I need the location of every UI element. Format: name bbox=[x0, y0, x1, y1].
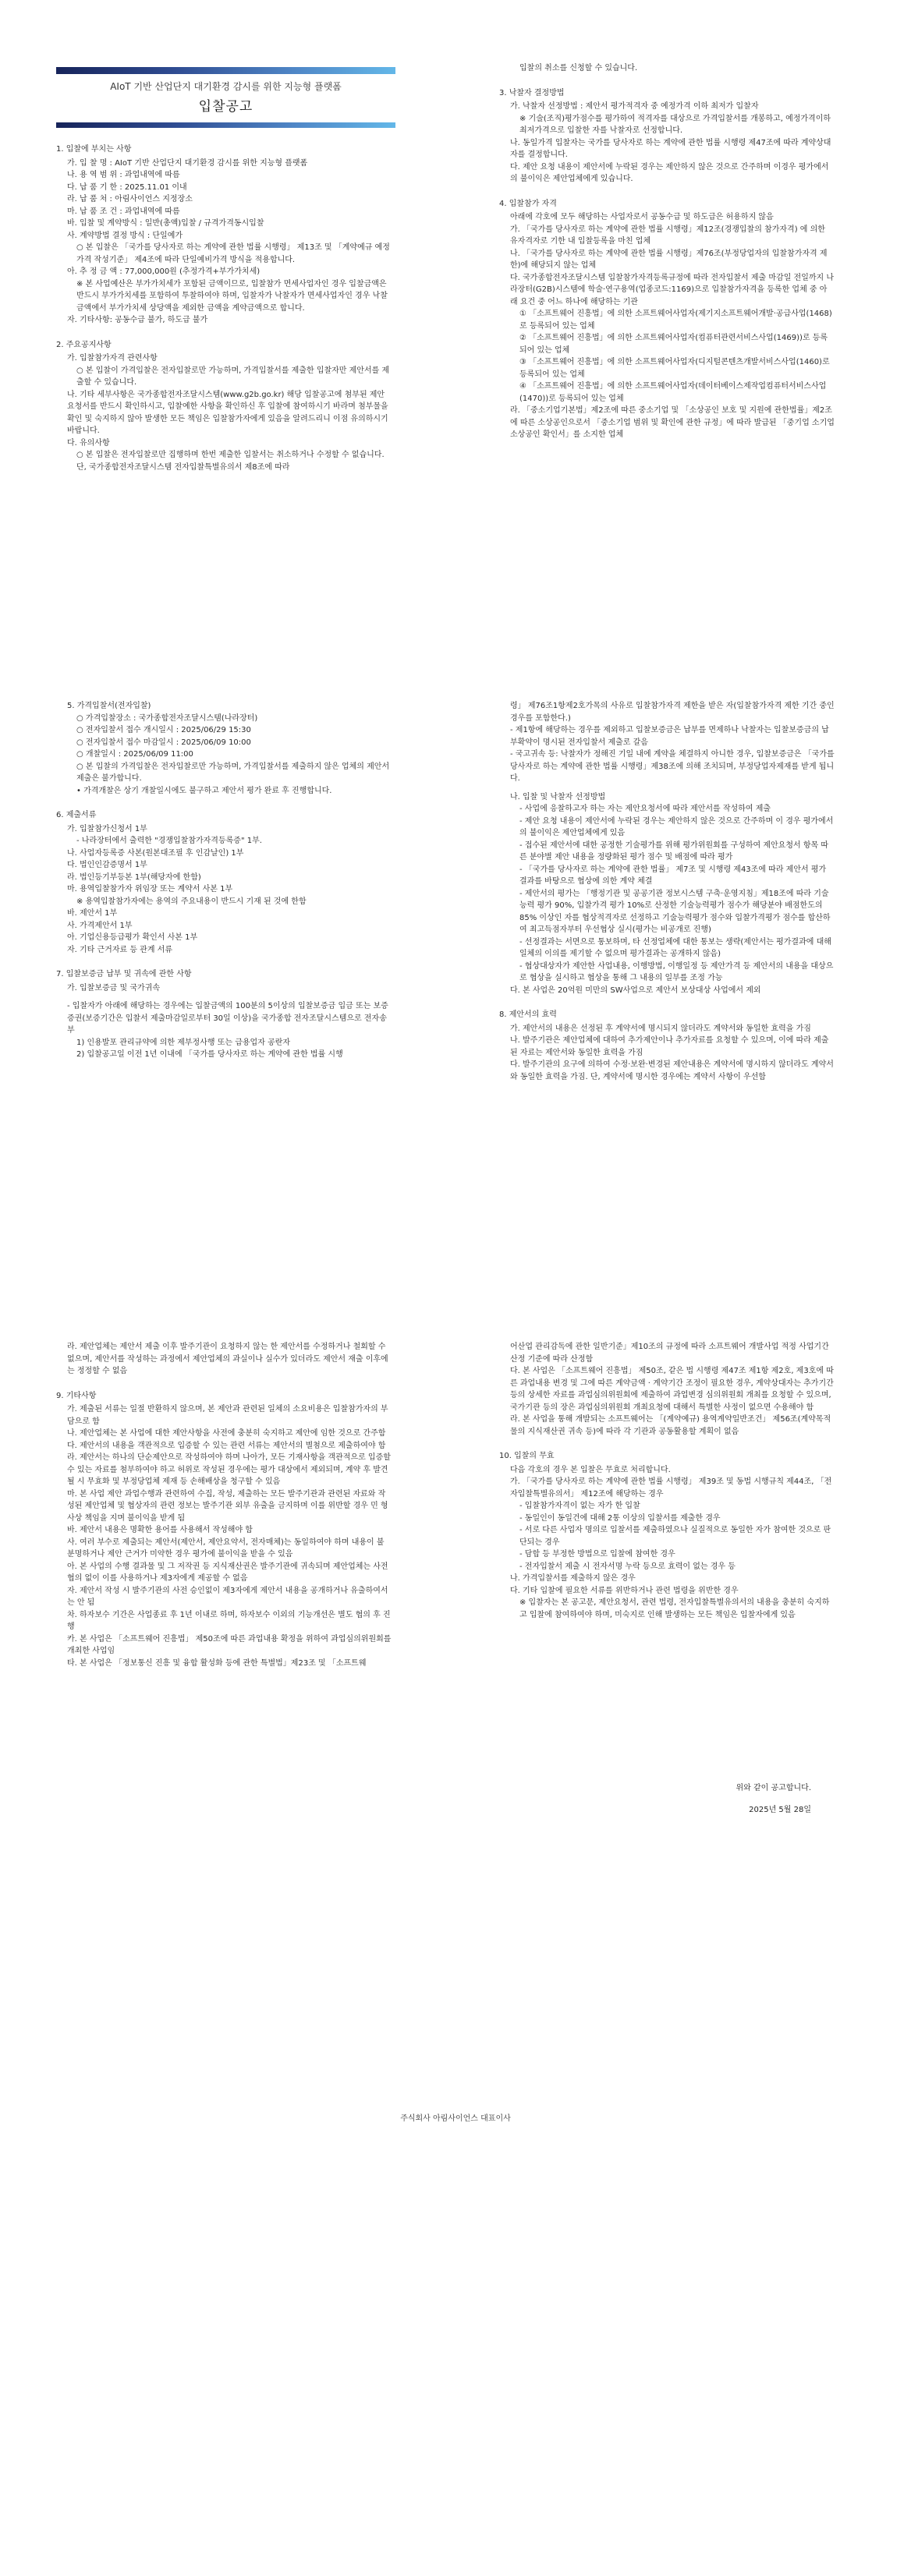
paragraph: 사. 여러 부수로 제출되는 제안서(제안서, 제안요약서, 전자매체)는 동일하여야 하며 내용이 불분명하거나 제안 근거가 미약한 경우 평가에 불이익을 받을 수 있음 bbox=[67, 1537, 385, 1559]
paragraph: 다. 유의사항 bbox=[67, 438, 110, 448]
section-column-6 bbox=[499, 1341, 835, 1621]
paragraph: 다. 발주기관의 요구에 의하여 수정·보완·변경된 제안내용은 계약서에 명시하지 않더라도 계약서와 동일한 효력을 가짐. 단, 계약서에 명시한 경우에는 계약서 사항이 우선함 bbox=[510, 1060, 834, 1081]
paragraph: - 입찰자가 아래에 해당하는 경우에는 입찰금액의 100분의 5이상의 입찰보증금 입금 또는 보증증권(보증기간은 입찰서 제출마감일로부터 30일 이상)을 국가종합 전자조달시스템으로 전자송부 bbox=[67, 1002, 388, 1035]
paragraph: 나. 동일가격 입찰자는 국가를 당사자로 하는 계약에 관한 법률 시행령 제47조에 따라 계약상대자를 결정합니다. bbox=[510, 138, 831, 159]
paragraph: 사. 가격제안서 1부 bbox=[67, 921, 133, 930]
paragraph: ○ 전자입찰서 접수 개시일시 : 2025/06/29 15:30 bbox=[76, 726, 251, 734]
paragraph: 자. 기타사항: 공동수급 불가, 하도급 불가 bbox=[67, 316, 208, 324]
paragraph: 5. 가격입찰서(전자입찰) bbox=[67, 702, 151, 710]
paragraph: ○ 본 입찰은 전자입찰로만 집행하며 한번 제출한 입찰서는 취소하거나 수정할 수 없습니다. 단, 국가종합전자조달시스템 전자입찰특별유의서 제8조에 따라 bbox=[76, 451, 385, 472]
paragraph: 다. 납 품 기 한 : 2025.11.01 이내 bbox=[67, 182, 187, 192]
spacer bbox=[499, 785, 835, 791]
paragraph: 바. 제안서 내용은 명확한 용어를 사용해서 작성해야 함 bbox=[67, 1526, 253, 1534]
issuer-name: 주식회사 아림사이언스 대표이사 bbox=[400, 2114, 511, 2123]
paragraph: ※ 용역입찰참가자에는 용역의 주요내용이 반드시 기재 된 것에 한함 bbox=[76, 897, 307, 906]
section-heading: 9. 기타사항 bbox=[56, 1391, 97, 1400]
paragraph: 다. 제안 요청 내용이 제안서에 누락된 경우는 제안하지 않은 것으로 간주하며 이경우 평가에서의 불이익은 제안업체에게 있습니다. bbox=[510, 162, 829, 183]
paragraph: 바. 제안서 1부 bbox=[67, 909, 118, 918]
page-title: 입찰공고 bbox=[198, 99, 253, 115]
section-column-5 bbox=[56, 1341, 392, 1669]
paragraph: 나. 사업자등록증 사본(원본대조필 후 인감날인) 1부 bbox=[67, 848, 244, 858]
paragraph: 나. 「국가를 당사자로 하는 계약에 관한 법률 시행령」제76조(부정당업자의 입찰참가자격 제한)에 해당되지 않는 업체 bbox=[510, 249, 828, 270]
paragraph: ① 「소프트웨어 진흥법」에 의한 소프트웨어사업자(제기지소프트웨어개발·공급사업(1468)로 등록되어 있는 업체 bbox=[519, 310, 832, 331]
paragraph: 나. 기타 세부사항은 국가종합전자조달시스템(www.g2b.go.kr) 해당 입찰공고에 첨부된 제안요청서를 반드시 확인하시고, 입찰예한 사항을 확인하신 후 입찰에 참여하시기 바라며 첨부물을 확인 및 숙지하지 않아 발생한 모든 책임은 입찰참가자에게 있음을 알려드리니 이점 유의하시기 바랍니다. bbox=[67, 390, 388, 435]
paragraph: - 「국가를 당사자로 하는 계약에 관한 법률」 제7조 및 시행령 제43조에 따라 제안서 평가 결과를 바탕으로 협상에 의한 계약 체결 bbox=[519, 865, 827, 886]
paragraph: ○ 가격입찰장소 : 국가종합전자조달시스템(나라장터) bbox=[76, 713, 258, 723]
section-column-2 bbox=[499, 62, 835, 441]
paragraph: 가. 입찰참가자격 관련사항 bbox=[67, 354, 158, 363]
paragraph: 마. 납 품 조 건 : 과업내역에 따름 bbox=[67, 207, 180, 216]
paragraph: - 동일인이 동일건에 대해 2통 이상의 입찰서를 제출한 경우 bbox=[519, 1513, 721, 1523]
spacer bbox=[499, 996, 835, 1003]
paragraph: 나. 용 역 범 위 : 과업내역에 따름 bbox=[67, 171, 180, 179]
paragraph: 아. 기업신용등급평가 확인서 사본 1부 bbox=[67, 933, 198, 942]
paragraph: 사. 계약방법 결정 방식 : 단일예가 bbox=[67, 231, 183, 240]
paragraph: 다. 제안서의 내용을 객관적으로 입증할 수 있는 관련 서류는 제안서의 별첨으로 제출하여야 함 bbox=[67, 1441, 386, 1450]
paragraph: 아래에 각호에 모두 해당하는 사업자로서 공동수급 및 하도급은 허용하지 않음 bbox=[510, 213, 774, 221]
paragraph: ○ 개찰일시 : 2025/06/09 11:00 bbox=[76, 750, 193, 759]
paragraph: 어산업 관리감독에 관한 일반기준」제10조의 규정에 따라 소프트웨어 개발사업 적정 사업기간 산정 기준에 따라 산정함 bbox=[510, 1343, 829, 1364]
spacer bbox=[56, 1378, 392, 1384]
paragraph: - 담합 등 부정한 방법으로 입찰에 참여한 경우 bbox=[519, 1550, 675, 1559]
paragraph: 라. 본 사업을 통해 개발되는 소프트웨어는 「(계약예규) 용역계약일반조건」 제56조(계약목적물의 지식재산권 귀속 등)에 따라 각 기관과 공동활용할 계획이 없음 bbox=[510, 1415, 831, 1436]
paragraph: 바. 입찰 및 계약방식 : 일반(총액)입찰 / 규격가격동시입찰 bbox=[67, 219, 264, 228]
paragraph: - 선정결과는 서면으로 통보하며, 타 선정업체에 대한 통보는 생략(제안서는 평가결과에 대해 일체의 이의를 제기할 수 없으며 평가결과는 공개하지 않음) bbox=[519, 937, 831, 958]
paragraph: 다. 본 사업은 「소프트웨어 진흥법」 제50조, 같은 법 시행령 제47조 제1항 제2호, 제3호에 따른 과업내용 변경 및 그에 따른 계약금액 · 계약기간 조정이 필요한 경우, 계약상대자는 추가기간 등의 상세한 자료를 과업심의위원회에 제출하여 과업변경 심의위원회 개최를 요청할 수 있으며, 국가기관 등의 장은 과업심의위원회 개최요청에 대해서 특별한 사정이 없으면 수용해야 함 bbox=[510, 1367, 834, 1412]
paragraph: 가. 「국가를 당사자로 하는 계약에 관한 법률 시행령」 제39조 및 동법 시행규칙 제44조, 「전자입찰특별유의서」 제12조에 해당하는 경우 bbox=[510, 1477, 832, 1499]
paragraph: ④ 「소프트웨어 진흥법」에 의한 소프트웨어사업자(데이터베이스제작업컴퓨터서비스사업(1470))로 등록되어 있는 업체 bbox=[519, 382, 827, 403]
paragraph: 라. 납 품 처 : 아림사이언스 지정장소 bbox=[67, 195, 193, 203]
paragraph: • 가격개찰은 상기 개찰일시에도 불구하고 제안서 평가 완료 후 진행합니다. bbox=[76, 786, 332, 795]
paragraph: 차. 하자보수 기간은 사업종료 후 1년 이내로 하며, 하자보수 이외의 기능개선은 별도 협의 후 진행 bbox=[67, 1610, 391, 1631]
paragraph: 아. 추 정 금 액 : 77,000,000원 (추정가격+부가가치세) bbox=[67, 267, 261, 276]
paragraph: 라. 제안서는 하나의 단순제안으로 작성하여야 하며 나아가, 모든 기재사항을 객관적으로 입증할 수 있는 자료를 첨부하여야 하고 허위로 작성된 경우에는 평가 대상에서 제외되며, 계약 후 발견될 시 무효화 및 부정당업체 제재 등 손해배상을 청구할 수 있음 bbox=[67, 1453, 391, 1486]
paragraph: - 사업에 응찰하고자 하는 자는 제안요청서에 따라 제안서를 작성하여 제출 bbox=[519, 805, 771, 813]
section-column-4 bbox=[499, 700, 835, 1083]
header-decor-bar-top bbox=[56, 67, 395, 74]
paragraph: 라. 제안업체는 제안서 제출 이후 발주기관이 요청하지 않는 한 제안서를 수정하거나 철회할 수 없으며, 제안서를 작성하는 과정에서 제안업체의 과실이나 실수가 있더라도 제안서 재출 이후에는 정정할 수 없음 bbox=[67, 1343, 388, 1375]
closing-statement: 위와 같이 공고합니다. bbox=[736, 1784, 811, 1792]
project-subtitle: AIoT 기반 산업단지 대기환경 감시를 위한 지능형 플랫폼 bbox=[110, 81, 342, 92]
section-heading: 6. 제출서류 bbox=[56, 811, 97, 819]
paragraph: - 제안서의 평가는 「행정기관 및 공공기관 정보시스템 구축·운영지침」제18조에 따라 기술능력 평가 90%, 입찰가격 평가 10%로 산정한 기술능력평가 점수가 해당분야 배점한도의 85% 이상인 자를 협상적격자로 선정하고 기술능력평가 점수와 입찰가격평가 점수를 합산하여 최고득점자부터 우선협상 실시(평가는 비공개로 진행) bbox=[519, 889, 831, 934]
paragraph: 가. 제안서의 내용은 선정된 후 계약서에 명시되지 않더라도 계약서와 동일한 효력을 가짐 bbox=[510, 1024, 811, 1033]
paragraph: - 제1항에 해당하는 경우를 제외하고 입찰보증금은 납부를 면제하나 낙찰자는 입찰보증금의 납부확약이 명시된 전자입찰서 제출로 갈음 bbox=[510, 726, 829, 747]
paragraph: 가. 「국가를 당사자로 하는 계약에 관한 법률 시행령」제12조(경쟁입찰의 참가자격) 에 의한 유자격자로 기한 내 입찰등록을 마친 업체 bbox=[510, 225, 825, 246]
spacer bbox=[499, 186, 835, 192]
paragraph: 라. 「중소기업기본법」제2조에 따른 중소기업 및 「소상공인 보호 및 지원에 관한법률」제2조에 따른 소상공인으로서 「중소기업 범위 및 확인에 관한 규정」에 따라 발급된 「중기업 소기업 소상공인 확인서」를 소지한 업체 bbox=[510, 406, 835, 439]
paragraph: 가. 입 찰 명 : AIoT 기반 산업단지 대기환경 감시를 위한 지능형 플랫폼 bbox=[67, 158, 308, 168]
paragraph: ○ 본 입찰이 가격입찰은 전자입찰로만 가능하며, 가격입찰서를 제출한 입찰자만 제안서를 제출할 수 있습니다. bbox=[76, 366, 390, 387]
paragraph: 다. 본 사업은 20억원 미만의 SW사업으로 제안서 보상대상 사업에서 제외 bbox=[510, 985, 761, 995]
spacer bbox=[56, 956, 392, 962]
spacer bbox=[499, 75, 835, 81]
paragraph: 령」 제76조1항제2호가목의 사유로 입찰참가자격 제한을 받은 자(입찰참가자격 제한 기간 중인 경우를 포함한다.) bbox=[510, 702, 835, 723]
header-decor-bar-bottom bbox=[56, 122, 395, 128]
paragraph: 카. 본 사업은 「소프트웨어 진흥법」 제50조에 따른 과업내용 확정을 위하여 과업심의위원회를 개최한 사업임 bbox=[67, 1634, 392, 1655]
paragraph: 다. 법인인감증명서 1부 bbox=[67, 861, 147, 869]
paragraph: - 입찰참가자격이 없는 자가 한 입찰 bbox=[519, 1502, 640, 1510]
spacer bbox=[56, 994, 392, 1000]
section-column-1 bbox=[56, 137, 392, 473]
paragraph: 나. 제안업체는 본 사업에 대한 제안사항을 사전에 충분히 숙지하고 제안에 임한 것으로 간주함 bbox=[67, 1429, 386, 1438]
section-heading: 8. 제안서의 효력 bbox=[499, 1010, 557, 1019]
paragraph: ※ 입찰자는 본 공고문, 제안요청서, 관련 법령, 전자입찰특별유의서의 내용을 충분히 숙지하고 입찰에 참여하여야 하며, 미숙지로 인해 발생하는 모든 책임은 입찰자에게 있음 bbox=[519, 1598, 830, 1619]
paragraph: 자. 기타 근거자료 등 관계 서류 bbox=[67, 945, 172, 954]
section-heading: 7. 입찰보증금 납부 및 귀속에 관한 사항 bbox=[56, 970, 192, 978]
paragraph: 나. 가격입찰서를 제출하지 않은 경우 bbox=[510, 1574, 636, 1583]
paragraph: 자. 제안서 작성 시 발주기관의 사전 승인없이 제3자에게 제안서 내용을 공개하거나 유출하여서는 안 됨 bbox=[67, 1586, 388, 1607]
paragraph: 가. 입찰보증금 및 국가귀속 bbox=[67, 983, 160, 993]
paragraph: - 전자입찰서 제출 시 전자서명 누락 등으로 효력이 없는 경우 등 bbox=[519, 1562, 736, 1571]
closing-block bbox=[499, 1778, 811, 1821]
section-heading: 2. 주요공지사항 bbox=[56, 340, 112, 349]
section-heading: 1. 입찰에 부치는 사항 bbox=[56, 145, 132, 154]
paragraph: 가. 제출된 서류는 일절 반환하지 않으며, 본 제안과 관련된 일체의 소요비용은 입찰참가자의 부담으로 함 bbox=[67, 1405, 388, 1426]
section-heading: 4. 입찰참가 자격 bbox=[499, 199, 557, 208]
paragraph: 1) 인용발포 관리규약에 의한 제부정사행 또는 급용업자 공란자 bbox=[76, 1038, 291, 1047]
paragraph: 나. 입찰 및 낙찰자 선정방법 bbox=[510, 792, 606, 801]
paragraph: 마. 용역입찰참가자 위임장 또는 계약서 사본 1부 bbox=[67, 885, 233, 893]
spacer bbox=[56, 797, 392, 803]
paragraph: ○ 본 입찰은 「국가를 당사자로 하는 계약에 관한 법률 시행령」 제13조 및 「계약예규 예정가격 작성기준」 제4조에 따라 단일예비가격 방식을 적용합니다. bbox=[76, 243, 390, 264]
paragraph: - 나라장터에서 출력한 "경쟁입찰참가자격등록증" 1부. bbox=[76, 837, 262, 845]
paragraph: 가. 낙찰자 선정방법 : 제안서 평가적격자 중 예정가격 이하 최저가 입찰자 bbox=[510, 102, 759, 111]
paragraph: 입찰의 취소를 신청할 수 있습니다. bbox=[519, 64, 638, 73]
paragraph: ※ 기술(조직)평가점수를 평가하여 적격자를 대상으로 가격입찰서를 개봉하고, 예정가격이하 최저가격으로 입찰한 자를 낙찰자로 선정합니다. bbox=[519, 114, 831, 135]
paragraph: - 접수된 제안서에 대한 공정한 기술평가를 위해 평가위원회를 구성하여 제안요청서 항목 따른 분야별 제안 내용을 정량화된 평가 점수 및 배점에 따라 평가 bbox=[519, 840, 828, 862]
paragraph: ② 「소프트웨어 진흥법」에 의한 소프트웨어사업자(컴퓨터관련서비스사업(1469))로 등록되어 있는 업체 bbox=[519, 334, 828, 355]
section-heading: 10. 입찰의 무효 bbox=[499, 1452, 555, 1460]
paragraph: ○ 전자입찰서 접수 마감일시 : 2025/06/09 10:00 bbox=[76, 738, 251, 747]
paragraph: 라. 법인등기부등본 1부(해당자에 한함) bbox=[67, 872, 201, 882]
paragraph: 타. 본 사업은 「정보통신 진흥 및 융합 활성화 등에 관한 특별법」제23조 및 「소프트웨 bbox=[67, 1658, 367, 1668]
section-heading: 3. 낙찰자 결정방법 bbox=[499, 88, 565, 97]
paragraph: - 제안 요청 내용이 제안서에 누락된 경우는 제안하지 않은 것으로 간주하며 이 경우 평가에서의 불이익은 제안업체에게 있음 bbox=[519, 816, 834, 837]
paragraph: ※ 본 사업예산은 부가가치세가 포함된 금액이므로, 입찰참가 면세사업자인 경우 입찰금액은 반드시 부가가치세를 포함하여 투찰하여야 하며, 입찰자가 낙찰자가 면세사업자인 경우 낙찰금액에서 부가가치세 상당액을 제외한 금액을 계약금액으로 합니다. bbox=[76, 279, 388, 313]
spacer bbox=[499, 1438, 835, 1444]
paragraph: 마. 본 사업 제안 과업수행과 관련하여 수집, 작성, 제출하는 모든 발주기관과 관련된 자료와 작성된 제안업체 및 협상자의 관련 정보는 발주기관 외부 유출을 금지하며 이를 위반할 경우 민 형사상 책임을 지며 불이익을 받게 됨 bbox=[67, 1489, 388, 1523]
spacer bbox=[56, 327, 392, 333]
announcement-date: 2025년 5월 28일 bbox=[749, 1806, 811, 1814]
paragraph: - 국고귀속 등: 낙찰자가 정해진 기일 내에 계약을 체결하지 아니한 경우, 입찰보증금은 「국가를 당사자로 하는 계약에 관한 법률 시행령」제38조에 의해 조치되며, 부정당업자제재를 받게 됩니다. bbox=[510, 750, 835, 783]
paragraph: 다음 각호의 경우 본 입찰은 무효로 처리합니다. bbox=[510, 1465, 671, 1474]
paragraph: 나. 발주기관은 제안업체에 대하여 추가제안이나 추가자료를 요청할 수 있으며, 이에 따라 제출된 자료는 제안서와 동일한 효력을 가짐 bbox=[510, 1036, 829, 1057]
paragraph: 아. 본 사업의 수행 결과물 및 그 저작권 등 지식재산권은 발주기관에 귀속되며 제안업체는 사전 협의 없이 이를 사용하거나 제3자에게 제공할 수 없음 bbox=[67, 1562, 388, 1583]
paragraph: - 협상대상자가 제안한 사업내용, 이행방법, 이행일정 등 제안가격 등 제안서의 내용을 대상으로 협상을 실시하고 협상을 통해 그 내용의 일부를 조정 가능 bbox=[519, 961, 834, 982]
paragraph: - 서로 다른 사업자 명의로 입찰서를 제출하였으나 실질적으로 동일한 자가 참여한 것으로 판단되는 경우 bbox=[519, 1526, 831, 1547]
paragraph: 가. 입찰참가신청서 1부 bbox=[67, 824, 147, 833]
paragraph: ③ 「소프트웨어 진흥법」에 의한 소프트웨어사업자(디지털콘텐츠개발서비스사업(1460)로 등록되어 있는 업체 bbox=[519, 358, 830, 379]
paragraph: 다. 국가종합전자조달시스템 입찰참가자격등록규정에 따라 전자입찰서 제출 마감일 전일까지 나라장터(G2B)시스템에 학술·연구용역(업종코드:1169)으로 입찰참가자격을 등록한 업체 중 아래 요건 중 어느 하나에 해당하는 기관 bbox=[510, 273, 835, 306]
paragraph: 2) 입찰공고일 이전 1년 이내에 「국가를 당사자로 하는 계약에 관한 법률 시행 bbox=[76, 1050, 343, 1059]
paragraph: 다. 기타 입찰에 필요한 서류를 위반하거나 관련 법령을 위반한 경우 bbox=[510, 1586, 739, 1595]
paragraph: ○ 본 입찰의 가격입찰은 전자입찰로만 가능하며, 가격입찰서를 제출하지 않은 업체의 제안서 제출은 불가합니다. bbox=[76, 762, 390, 783]
section-column-3 bbox=[56, 700, 392, 1061]
